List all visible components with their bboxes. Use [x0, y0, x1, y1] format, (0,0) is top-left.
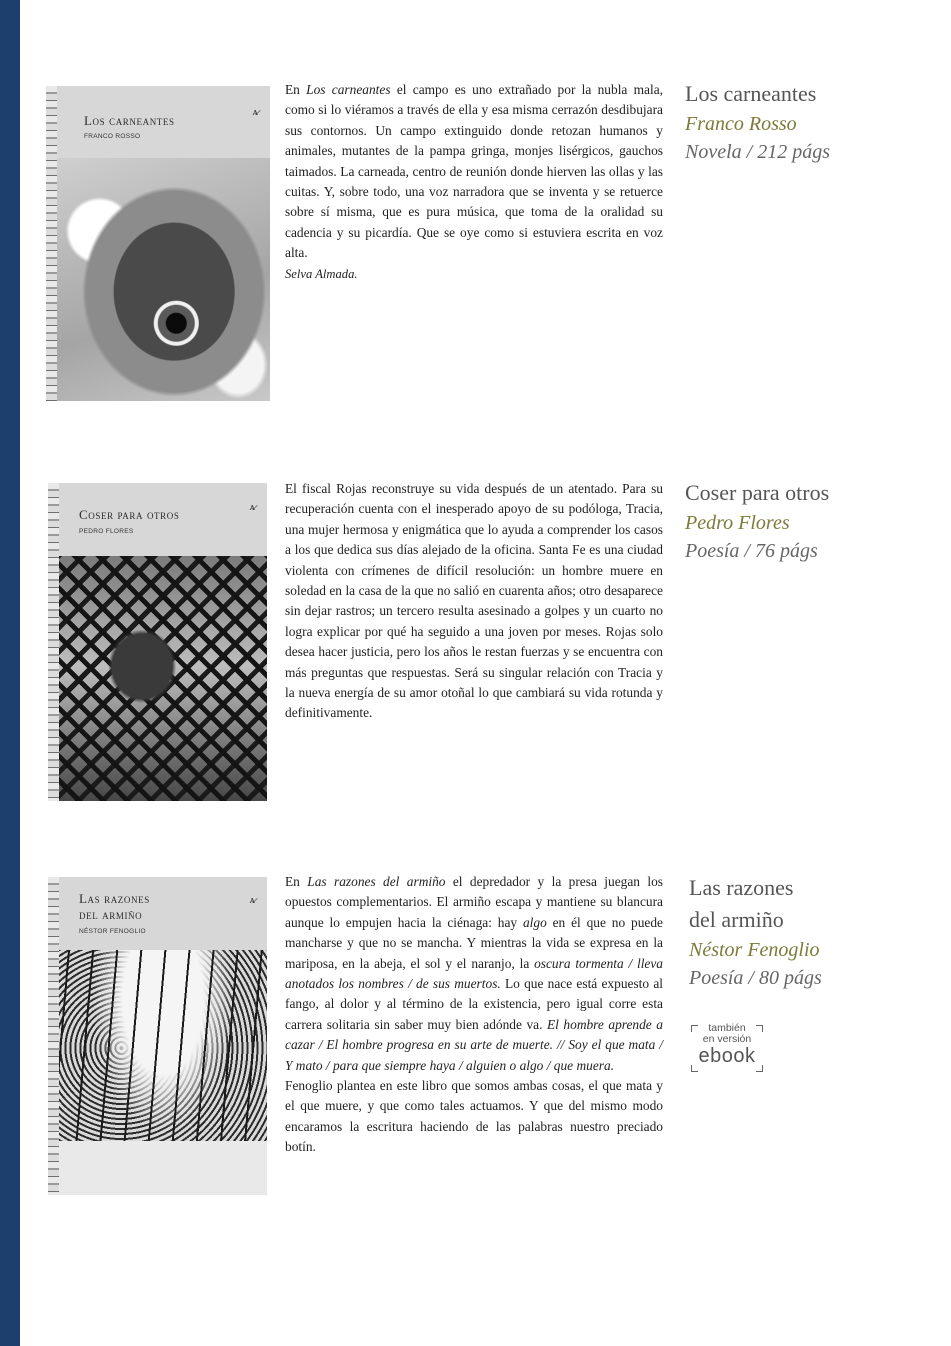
- book-title: Los carneantes: [685, 81, 817, 106]
- book-title-line-1: Las razones: [689, 875, 794, 900]
- description-italic-run: Las razones del armiño: [307, 874, 446, 889]
- cover-title-line-1: Las razones: [79, 891, 150, 906]
- cover-illustration: [59, 950, 267, 1195]
- cover-illustration: [59, 556, 267, 801]
- cover-title: Coser para otros: [79, 507, 180, 522]
- book-meta: [685, 477, 829, 565]
- description-italic-run: oscura tormenta / lleva anotados los nombres / de sus muertos.: [285, 955, 664, 992]
- cover-page-edge: [48, 483, 59, 801]
- book-meta: [685, 78, 830, 166]
- review-signature: Selva Almada.: [285, 266, 358, 281]
- book-description: [285, 80, 663, 284]
- cover-page-edge: [46, 86, 57, 401]
- description-paragraph: [285, 80, 663, 264]
- cover-page-edge: [48, 877, 59, 1195]
- cover-author: NÉSTOR FENOGLIO: [79, 928, 146, 935]
- cover-title: Los carneantes: [84, 113, 175, 128]
- book-cover-las-razones-del-armino[interactable]: [48, 877, 267, 1195]
- book-author: Pedro Flores: [685, 512, 790, 534]
- ebook-label-line-1: también: [708, 1022, 746, 1034]
- description-run: En: [285, 874, 308, 889]
- book-genre-pages: Poesía / 76 págs: [685, 540, 818, 562]
- cover-author: FRANCO ROSSO: [84, 133, 141, 140]
- description-run: Lo que nace está expuesto al fango, al dolor y al término de la existencia, pero igual corre esta carrera solitaria sin saber muy bien adónde va.: [285, 976, 663, 1032]
- description-italic-run: Los carneantes: [306, 82, 391, 97]
- book-author: Franco Rosso: [685, 113, 797, 135]
- left-accent-bar: [0, 0, 20, 1346]
- cover-illustration: [57, 158, 270, 401]
- book-author: Néstor Fenoglio: [689, 939, 820, 961]
- book-description: [285, 872, 663, 1158]
- description-run: El fiscal Rojas reconstruye su vida después de un atentado. Para su recuperación cuenta con el inesperado apoyo de su podóloga, Tracia, una mujer hermosa y enigmática que lo ayuda a comprender los casos a los que dedica sus días alejado de la oficina. Santa Fe es una ciudad violenta con crímenes de difícil resolución: un hombre muere en soledad en la casa de la que no salió en cuarenta años; otro desaparece sin dejar rastros; un tercero resulta asesinado a golpes y un cuarto no logra explicar por qué ha seguido a una joven por meses. Rojas solo desea hacer justicia, pero los años le restan fuerzas y se encuentra con más preguntas que respuestas. Será su singular relación con Tracia y la nueva energía de su amor otoñal lo que cambiará su vida rotunda y definitivamente.: [285, 481, 663, 721]
- book-title: Coser para otros: [685, 480, 830, 505]
- ebook-label-line-2: en versión: [702, 1033, 752, 1045]
- description-paragraph: [285, 872, 663, 1076]
- description-paragraph: [285, 479, 663, 724]
- book-description: [285, 479, 663, 724]
- book-title-line-2: del armiño: [689, 907, 784, 932]
- description-run: en él que no puede mancharse y que no se mancha. Y mientras la vida se expresa en la mariposa, en la abeja, el sol y el naranjo, la: [285, 914, 663, 971]
- cover-title-line-2: del armiño: [79, 907, 143, 922]
- ebook-label-line-3: ebook: [698, 1045, 756, 1067]
- description-run: el campo es uno extrañado por la nubla mala, como si lo viéramos a través de ella y esa misma cerrazón desdibujara sus contornos. Un campo extinguido donde retozan humanos y animales, mutantes de la pampa gringa, monjes lisérgicos, gauchos taimados. La carneada, centro de reunión donde hierven las ollas y las cuitas. Y, sobre todo, una voz narradora que se inventa y se retuerce sobre sí misma, que es pura música, que toma de la oralidad su cadencia y su picardía. Que se oye como si estuviera escrita en voz alta.: [285, 82, 663, 261]
- ebook-version-badge[interactable]: [691, 1022, 763, 1074]
- publisher-logo-icon: ᴀ̷: [252, 106, 258, 118]
- book-meta: [689, 872, 822, 992]
- description-italic-run: El hombre aprende a cazar / El hombre progresa en su arte de muerte. // Soy el que mata / Y mato / para que siempre haya / alguien o algo / que muera.: [285, 1016, 663, 1073]
- description-run: En: [285, 82, 307, 97]
- publisher-logo-icon: ᴀ̷: [249, 894, 255, 906]
- book-cover-coser-para-otros[interactable]: [48, 483, 267, 801]
- description-paragraph-2: Fenoglio plantea en este libro que somos ambas cosas, el que mata y el que muere, y que como tales actuamos. Y que del mismo modo encaramos la escritura haciendo de las palabras nuestro preciado botín.: [285, 1078, 663, 1155]
- cover-author: PEDRO FLORES: [79, 528, 134, 535]
- publisher-logo-icon: ᴀ̷: [249, 501, 255, 513]
- book-genre-pages: Poesía / 80 págs: [689, 967, 822, 989]
- book-cover-los-carneantes[interactable]: [46, 86, 270, 401]
- book-genre-pages: Novela / 212 págs: [685, 141, 830, 163]
- description-run: el depredador y la presa juegan los opuestos complementarios. El armiño escapa y mantiene su blancura aunque lo empujen hacia la ciénaga: hay: [285, 874, 663, 930]
- description-italic-run: algo: [522, 914, 547, 930]
